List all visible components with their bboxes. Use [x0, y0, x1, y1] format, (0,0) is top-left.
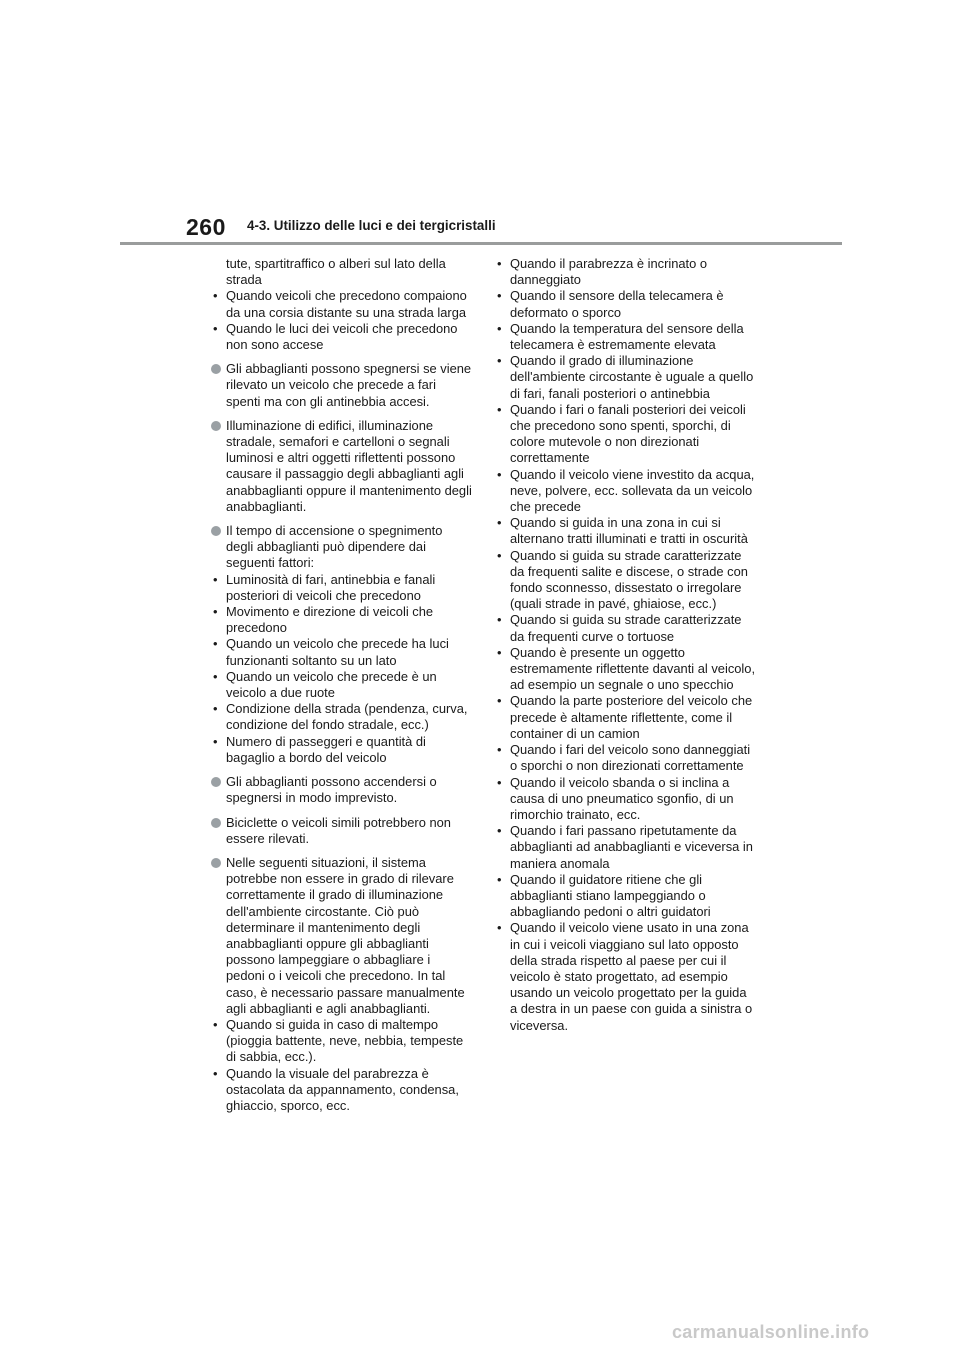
list-item: • Quando i fari passano ripetutamente da abbaglianti ad anabbaglianti e viceversa in maniera anomala: [494, 823, 756, 872]
list-item: • Quando i fari o fanali posteriori dei veicoli che precedono sono spenti, sporchi, di colore mutevole o non direzionati correttamente: [494, 402, 756, 467]
list-item: • Quando veicoli che precedono compaiono da una corsia distante su una strada larga: [210, 288, 472, 320]
situations-list: [210, 1017, 472, 1114]
circle-bullet-icon: [211, 421, 221, 431]
paragraph-text: Gli abbaglianti possono spegnersi se viene rilevato un veicolo che precede a fari spenti ma con gli antinebbia accesi.: [226, 361, 472, 409]
list-item: • Quando il veicolo sbanda o si inclina a causa di uno pneumatico sgonfio, di un rimorchio trainato, ecc.: [494, 775, 756, 824]
list-item: • Quando si guida in caso di maltempo (pioggia battente, neve, nebbia, tempeste di sabbia, ecc.).: [210, 1017, 472, 1066]
continuation-text: tute, spartitraffico o alberi sul lato della strada: [226, 256, 446, 288]
right-column: [494, 256, 756, 1034]
list-item: • Condizione della strada (pendenza, curva, condizione del fondo stradale, ecc.): [210, 701, 472, 733]
header-rule: [120, 242, 842, 245]
circle-bullet-icon: [211, 777, 221, 787]
paragraph: [210, 418, 472, 515]
list-item: • Quando è presente un oggetto estremamente riflettente davanti al veicolo, ad esempio un segnale o uno specchio: [494, 645, 756, 694]
paragraph: [210, 361, 472, 410]
watermark-link[interactable]: carmanualsonline.info: [672, 1322, 870, 1342]
list-item: • Quando un veicolo che precede ha luci funzionanti soltanto su un lato: [210, 636, 472, 668]
list-item: • Quando il veicolo viene investito da acqua, neve, polvere, ecc. sollevata da un veicolo che precede: [494, 467, 756, 516]
list-item: • Quando il veicolo viene usato in una zona in cui i veicoli viaggiano sul lato opposto della strada rispetto al paese per cui il veicolo è stato progettato, ad esempio usando un veicolo progettato per la guida a destra in un paese con guida a sinistra o viceversa.: [494, 920, 756, 1033]
list-item: • Quando la visuale del parabrezza è ostacolata da appannamento, condensa, ghiaccio, sporco, ecc.: [210, 1066, 472, 1115]
list-item: • Quando si guida su strade caratterizzate da frequenti salite e discese, o strade con fondo sconnesso, dissestato o irregolare (quali strade in pavé, ghiaiose, ecc.): [494, 548, 756, 613]
paragraph: [210, 815, 472, 847]
list-item: • Quando i fari del veicolo sono danneggiati o sporchi o non direzionati correttamente: [494, 742, 756, 774]
section-title: 4-3. Utilizzo delle luci e dei tergicristalli: [247, 218, 496, 233]
paragraph-text: Gli abbaglianti possono accendersi o spegnersi in modo imprevisto.: [226, 774, 437, 806]
paragraph: [210, 523, 472, 572]
list-item: • Quando le luci dei veicoli che precedono non sono accese: [210, 321, 472, 353]
page-number: 260: [186, 214, 226, 240]
list-item: • Quando il grado di illuminazione dell'ambiente circostante è uguale a quello di fari, fanali posteriori o antinebbia: [494, 353, 756, 402]
situations-list-continued: [494, 256, 756, 1034]
list-item: • Quando si guida su strade caratterizzate da frequenti curve o tortuose: [494, 612, 756, 644]
circle-bullet-icon: [211, 526, 221, 536]
paragraph: [210, 855, 472, 1017]
factors-list: [210, 572, 472, 766]
list-item: • Quando si guida in una zona in cui si alternano tratti illuminati e tratti in oscurità: [494, 515, 756, 547]
list-item: • Quando il sensore della telecamera è deformato o sporco: [494, 288, 756, 320]
continuation-list: [210, 288, 472, 353]
list-item: • Quando la temperatura del sensore della telecamera è estremamente elevata: [494, 321, 756, 353]
list-item: • Numero di passeggeri e quantità di bagaglio a bordo del veicolo: [210, 734, 472, 766]
circle-bullet-icon: [211, 364, 221, 374]
list-item: • Quando la parte posteriore del veicolo che precede è altamente riflettente, come il container di un camion: [494, 693, 756, 742]
circle-bullet-icon: [211, 858, 221, 868]
left-column: [210, 256, 472, 1114]
list-item: • Luminosità di fari, antinebbia e fanali posteriori di veicoli che precedono: [210, 572, 472, 604]
paragraph: [210, 774, 472, 806]
list-item: • Quando un veicolo che precede è un veicolo a due ruote: [210, 669, 472, 701]
list-item: • Quando il guidatore ritiene che gli abbaglianti stiano lampeggiando o abbagliando pedoni o altri guidatori: [494, 872, 756, 921]
paragraph-text: Illuminazione di edifici, illuminazione stradale, semafori e cartelloni o segnali luminosi e altri oggetti riflettenti possono causare il passaggio degli abbaglianti agli anabbaglianti oppure il mantenimento degli anabbaglianti.: [226, 417, 472, 514]
paragraph-text: Biciclette o veicoli simili potrebbero non essere rilevati.: [226, 814, 451, 846]
list-item: • Movimento e direzione di veicoli che precedono: [210, 604, 472, 636]
circle-bullet-icon: [211, 818, 221, 828]
paragraph-text: Il tempo di accensione o spegnimento degli abbaglianti può dipendere dai seguenti fattori:: [226, 523, 443, 571]
paragraph-text: Nelle seguenti situazioni, il sistema potrebbe non essere in grado di rilevare correttamente il grado di illuminazione dell'ambiente circostante. Ciò può determinare il mantenimento degli anabbaglianti oppure gli abbaglianti possono lampeggiare o abbagliare i pedoni o i veicoli che precedono. In tal caso, è necessario passare manualmente agli abbaglianti e agli anabbaglianti.: [226, 854, 465, 1016]
list-item: • Quando il parabrezza è incrinato o danneggiato: [494, 256, 756, 288]
